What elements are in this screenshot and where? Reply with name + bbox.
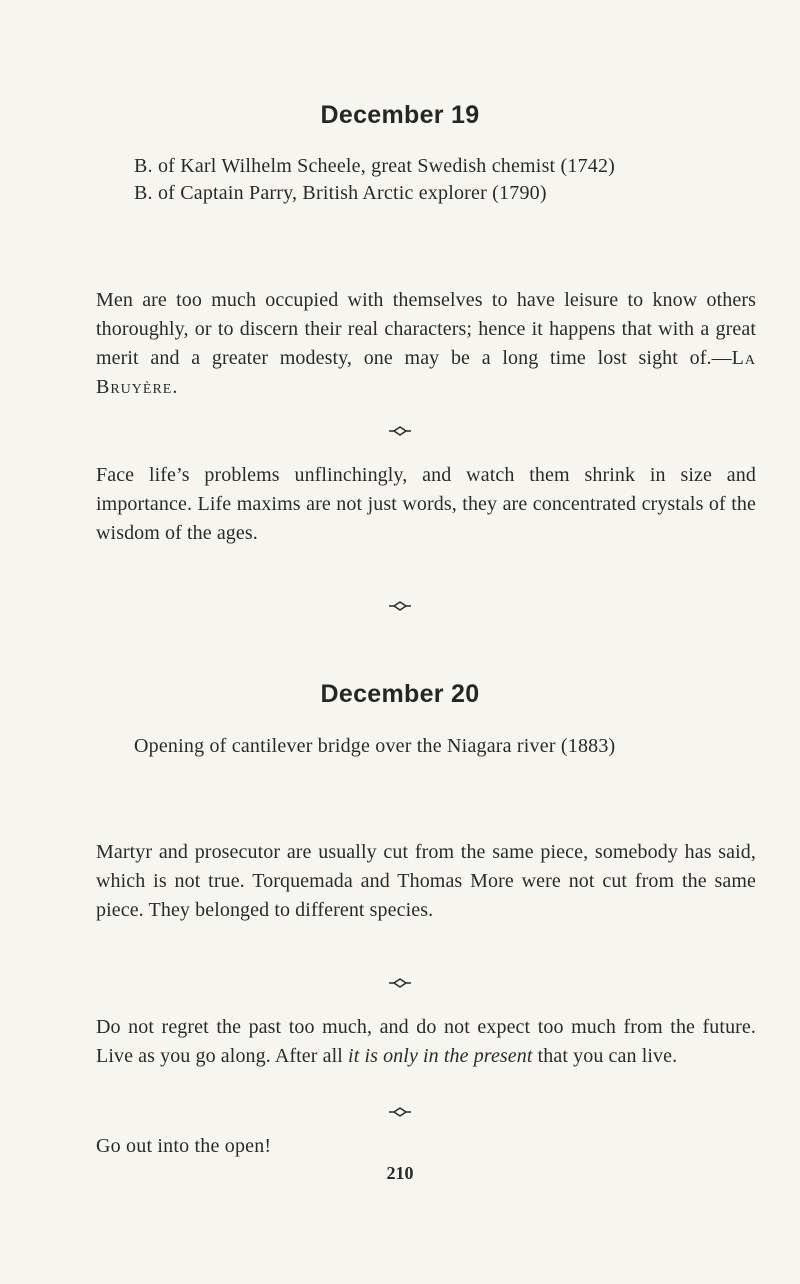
birth-entry-parry: B. of Captain Parry, British Arctic explorer (1790) [134, 182, 547, 204]
diamond-ornament-icon [0, 975, 800, 987]
page-number: 210 [386, 1163, 414, 1183]
birth-entry-scheele: B. of Karl Wilhelm Scheele, great Swedish chemist (1742) [134, 155, 616, 177]
diamond-ornament-icon [0, 423, 800, 435]
quote-emphasis: it is only in the present [348, 1045, 533, 1067]
quote-do-not-regret-end: that you can live. [532, 1045, 678, 1067]
diamond-ornament-icon [0, 598, 800, 610]
quote-la-bruyere [96, 286, 756, 402]
quote-author: La Bruyère. [96, 347, 756, 398]
quote-face-life: Face life’s problems unflinchingly, and watch them shrink in size and importance. Life maxims are not just words, they are concentrated crystals of the wisdom of the ages. [96, 464, 756, 544]
diamond-ornament-icon [0, 1104, 800, 1116]
heading-december-19: December 19 [320, 101, 480, 129]
closing-line: Go out into the open! [96, 1135, 272, 1157]
quote-do-not-regret-text: Do not regret the past too much, and do not expect too much from the future. Live as you go along. After all [96, 1016, 756, 1067]
event-entry-niagara: Opening of cantilever bridge over the Niagara river (1883) [134, 735, 616, 757]
heading-december-20: December 20 [320, 680, 480, 708]
quote-la-bruyere-text: Men are too much occupied with themselves to have leisure to know others thoroughly, or to discern their real characters; hence it happens that with a great merit and a greater modesty, one may be a long time lost sight of.— [96, 289, 756, 369]
quote-do-not-regret [96, 1013, 756, 1071]
quote-martyr: Martyr and prosecutor are usually cut from the same piece, somebody has said, which is not true. Torquemada and Thomas More were not cut from the same piece. They belonged to different species. [96, 841, 756, 921]
